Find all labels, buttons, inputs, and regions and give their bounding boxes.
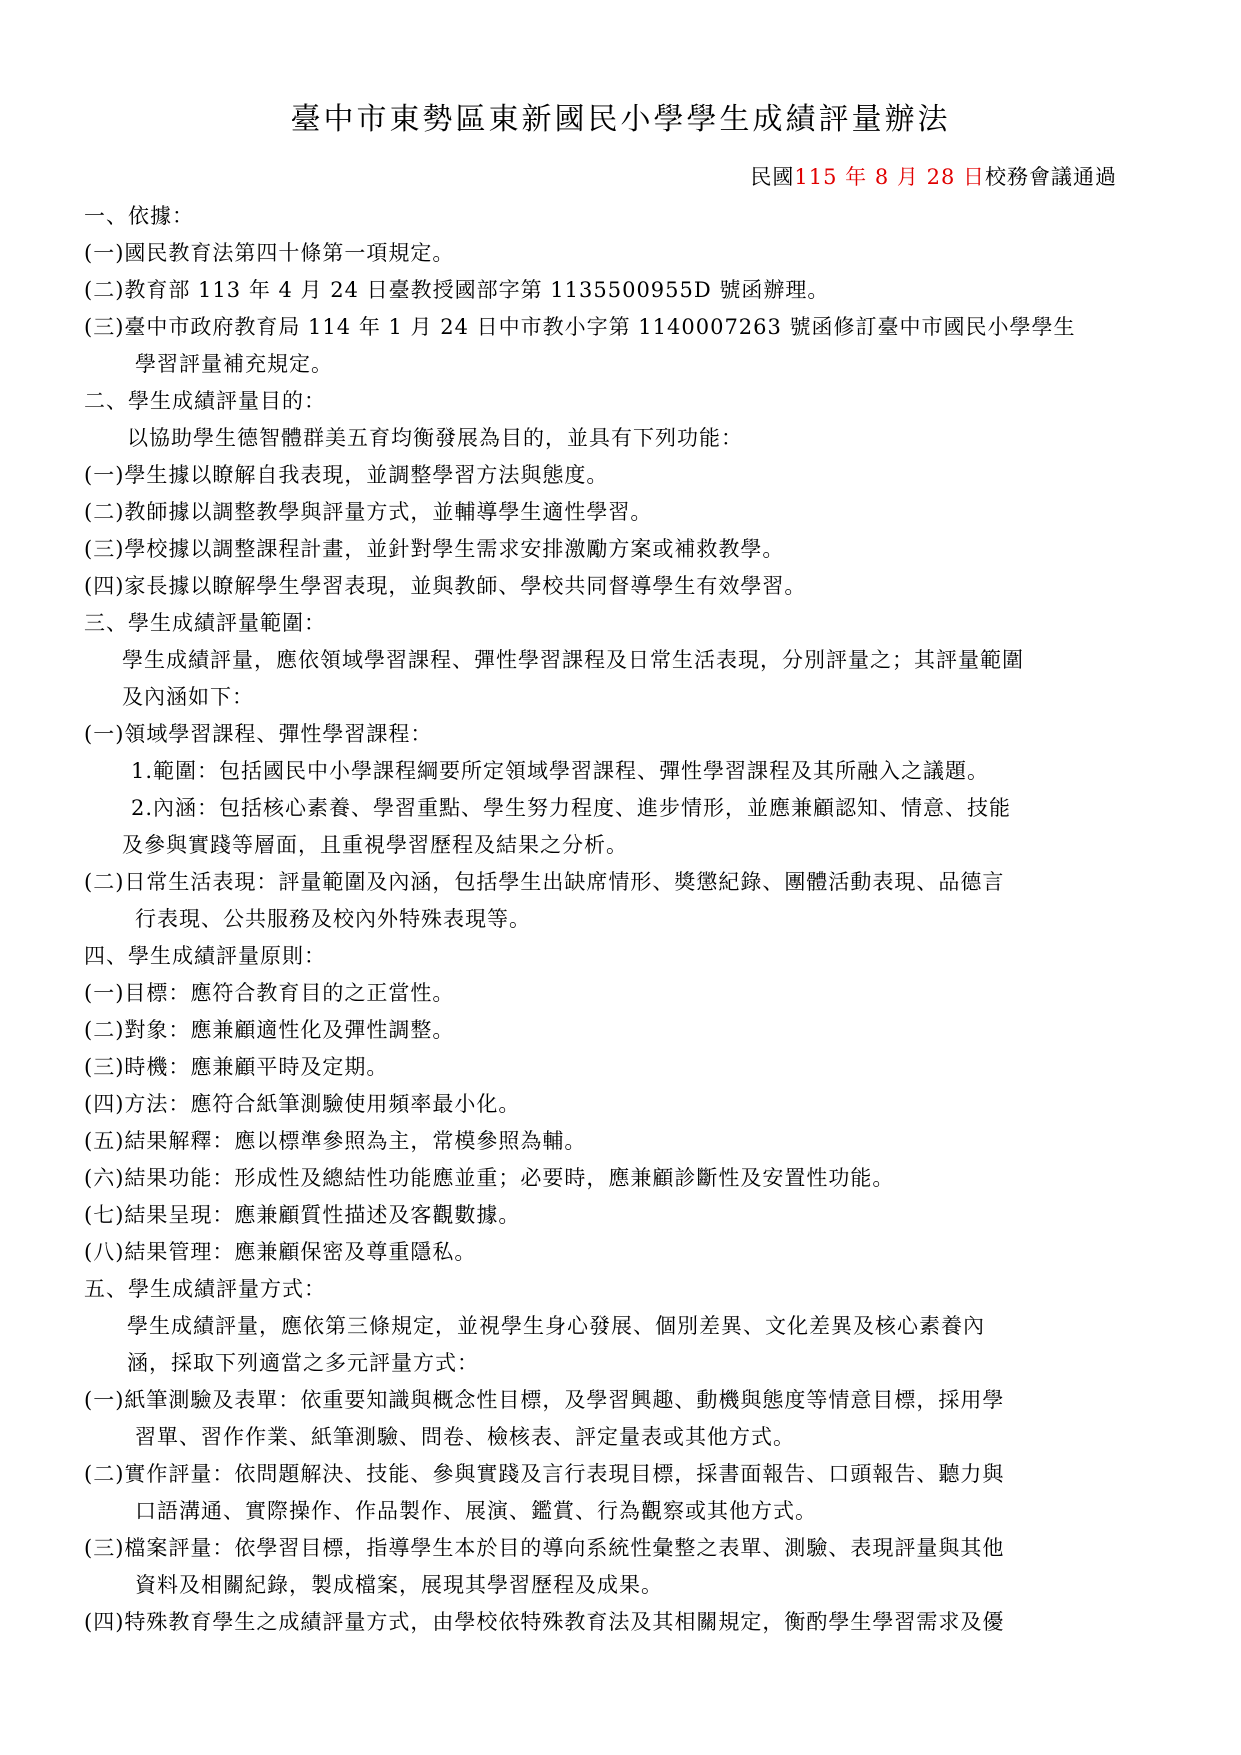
- list-item-continuation: 習單、習作作業、紙筆測驗、問卷、檢核表、評定量表或其他方式。: [135, 1425, 795, 1449]
- date-day-unit: 日: [963, 165, 985, 189]
- section-heading: 二、學生成績評量目的：: [84, 389, 326, 413]
- section-heading: 五、學生成績評量方式：: [84, 1277, 326, 1301]
- date-month-unit: 月: [896, 165, 919, 189]
- list-item: (三)檔案評量：依學習目標，指導學生本於目的導向系統性彙整之表單、測驗、表現評量與其他: [84, 1536, 1005, 1560]
- paragraph: 學生成績評量，應依第三條規定，並視學生身心發展、個別差異、文化差異及核心素養內: [127, 1314, 985, 1338]
- list-item-continuation: 口語溝通、實際操作、作品製作、展演、鑑賞、行為觀察或其他方式。: [135, 1499, 817, 1523]
- list-item: (八)結果管理：應兼顧保密及尊重隱私。: [84, 1240, 477, 1264]
- list-item: (七)結果呈現：應兼顧質性描述及客觀數據。: [84, 1203, 521, 1227]
- date-suffix: 校務會議通過: [985, 165, 1117, 189]
- list-item: (一)國民教育法第四十條第一項規定。: [84, 241, 455, 265]
- list-item: (四)方法：應符合紙筆測驗使用頻率最小化。: [84, 1092, 521, 1116]
- list-item: (六)結果功能：形成性及總結性功能應並重；必要時，應兼顧診斷性及安置性功能。: [84, 1166, 895, 1190]
- list-item: (一)學生據以瞭解自我表現，並調整學習方法與態度。: [84, 463, 609, 487]
- sub-item: 1.範圍：包括國民中小學課程綱要所定領域學習課程、彈性學習課程及其所融入之議題。: [131, 759, 990, 783]
- list-item: (四)家長據以瞭解學生學習表現，並與教師、學校共同督導學生有效學習。: [84, 574, 807, 598]
- list-item-continuation: 行表現、公共服務及校內外特殊表現等。: [135, 907, 531, 931]
- sub-item: 2.內涵：包括核心素養、學習重點、學生努力程度、進步情形，並應兼顧認知、情意、技能: [131, 796, 1012, 820]
- list-item: (二)教育部 113 年 4 月 24 日臺教授國部字第 1135500955D 號函辦理。: [84, 278, 830, 302]
- list-item: (一)目標：應符合教育目的之正當性。: [84, 981, 455, 1005]
- section-heading: 一、依據：: [84, 204, 194, 228]
- paragraph: 學生成績評量，應依領域學習課程、彈性學習課程及日常生活表現，分別評量之；其評量範圍: [122, 648, 1024, 672]
- list-item-continuation: 學習評量補充規定。: [135, 352, 333, 376]
- list-item: (二)日常生活表現：評量範圍及內涵，包括學生出缺席情形、獎懲紀錄、團體活動表現、品德言: [84, 870, 1005, 894]
- list-item: (五)結果解釋：應以標準參照為主，常模參照為輔。: [84, 1129, 587, 1153]
- list-item: (一)領域學習課程、彈性學習課程：: [84, 722, 433, 746]
- date-year: 115: [794, 165, 838, 189]
- date-year-unit: 年: [845, 165, 868, 189]
- section-heading: 三、學生成績評量範圍：: [84, 611, 326, 635]
- list-item: (一)紙筆測驗及表單：依重要知識與概念性目標，及學習興趣、動機與態度等情意目標，採用學: [84, 1388, 1005, 1412]
- paragraph-continuation: 涵，採取下列適當之多元評量方式：: [127, 1351, 479, 1375]
- date-prefix: 民國: [750, 165, 795, 189]
- list-item: (二)實作評量：依問題解決、技能、參與實踐及言行表現目標，採書面報告、口頭報告、聽力與: [84, 1462, 1005, 1486]
- document-title: 臺中市東勢區東新國民小學學生成績評量辦法: [290, 102, 951, 137]
- section-heading: 四、學生成績評量原則：: [84, 944, 326, 968]
- sub-item-continuation: 及參與實踐等層面，且重視學習歷程及結果之分析。: [122, 833, 628, 857]
- list-item-continuation: 資料及相關紀錄，製成檔案，展現其學習歷程及成果。: [135, 1573, 663, 1597]
- paragraph-continuation: 及內涵如下：: [122, 685, 254, 709]
- paragraph: 以協助學生德智體群美五育均衡發展為目的，並具有下列功能：: [127, 426, 743, 450]
- list-item: (三)學校據以調整課程計畫，並針對學生需求安排激勵方案或補救教學。: [84, 537, 785, 561]
- list-item: (三)時機：應兼顧平時及定期。: [84, 1055, 389, 1079]
- approval-date: [750, 162, 1117, 192]
- date-month: 8: [874, 165, 890, 189]
- list-item: (四)特殊教育學生之成績評量方式，由學校依特殊教育法及其相關規定，衡酌學生學習需求及優: [84, 1610, 1005, 1634]
- list-item: (三)臺中市政府教育局 114 年 1 月 24 日中市教小字第 1140007263 號函修訂臺中市國民小學學生: [84, 315, 1076, 339]
- list-item: (二)教師據以調整教學與評量方式，並輔導學生適性學習。: [84, 500, 653, 524]
- list-item: (二)對象：應兼顧適性化及彈性調整。: [84, 1018, 455, 1042]
- document-body: [84, 198, 1164, 1641]
- date-day: 28: [926, 165, 956, 189]
